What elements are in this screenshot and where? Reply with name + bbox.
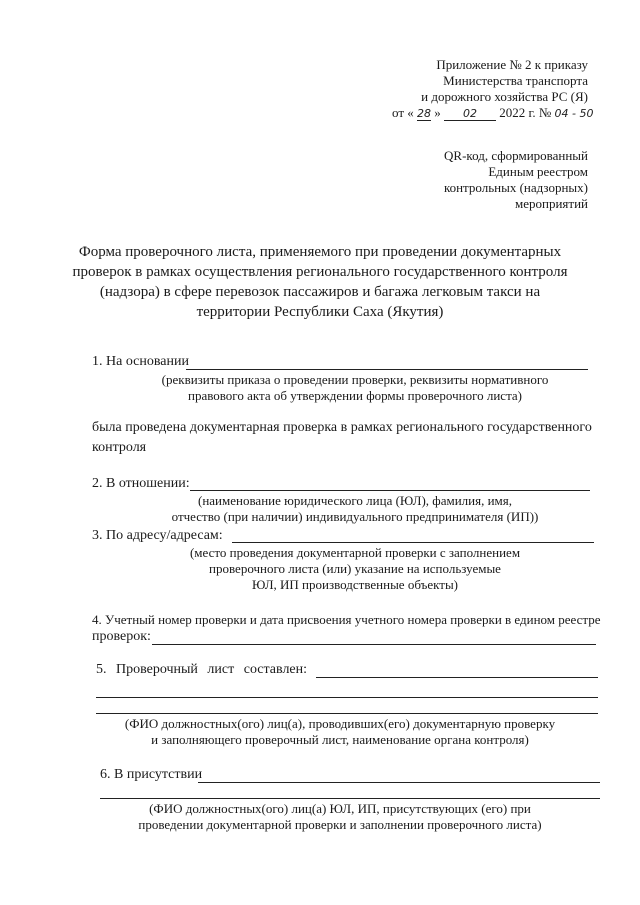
title-line-1: Форма проверочного листа, применяемого при проведении документарных (78, 244, 562, 260)
appendix-line-1: Приложение № 2 к приказу (436, 57, 588, 72)
qr-note-line-3: контрольных (надзорных) (443, 180, 588, 195)
section4-text-1: 4. Учетный номер проверки и дата присвоения учетного номера проверки в едином реестре (92, 612, 601, 627)
section1-fill-line[interactable] (186, 369, 588, 370)
section1-hint-2: правового акта об утверждении формы проверочного листа) (187, 388, 523, 403)
date-month: 02 (444, 107, 496, 121)
section1-label: 1. На основании (92, 354, 189, 369)
title-line-2: проверок в рамках осуществления регионального государственного контроля (72, 264, 568, 280)
section3-fill-line[interactable] (232, 542, 594, 543)
section5-fill-line-3[interactable] (96, 713, 598, 714)
section6-hint-1: (ФИО должностных(ого) лиц(а) ЮЛ, ИП, присутствующих (его) при (149, 801, 531, 816)
appendix-date-line (392, 105, 592, 123)
order-number: 04 - 50 (554, 107, 594, 120)
title-line-3: (надзора) в сфере перевозок пассажиров и багажа легковым такси на (99, 284, 541, 300)
title-line-4: территории Республики Саха (Якутия) (196, 304, 444, 320)
section1-hint-1: (реквизиты приказа о проведении проверки, реквизиты нормативного (161, 372, 549, 387)
section5-fill-line-2[interactable] (96, 697, 598, 698)
appendix-line-3: и дорожного хозяйства РС (Я) (421, 89, 588, 104)
section4-fill-line[interactable] (152, 644, 596, 645)
section2-hint-2: отчество (при наличии) индивидуального предпринимателя (ИП)) (171, 509, 539, 524)
section3-label: 3. По адресу/адресам: (92, 528, 223, 543)
section1-text-2: контроля (92, 440, 147, 455)
section1-text-1: была проведена документарная проверка в рамках регионального государственного (92, 420, 592, 435)
qr-note-line-4: мероприятий (515, 196, 588, 211)
section3-hint-2: проверочного листа (или) указание на используемые (209, 561, 501, 576)
section6-fill-line-1[interactable] (198, 782, 600, 783)
section6-fill-line-2[interactable] (100, 798, 600, 799)
section5-hint-1: (ФИО должностных(ого) лиц(а), проводивших(его) документарную проверку (124, 716, 556, 731)
date-year-text: 2022 г. № (499, 105, 552, 120)
section2-fill-line[interactable] (190, 490, 590, 491)
section2-hint-1: (наименование юридического лица (ЮЛ), фамилия, имя, (197, 493, 513, 508)
section5-hint-2: и заполняющего проверочный лист, наименование органа контроля) (151, 732, 529, 747)
qr-note-line-1: QR-код, сформированный (444, 148, 588, 163)
date-mid: » (434, 105, 441, 120)
date-prefix: от « (392, 105, 414, 120)
section5-fill-line-1[interactable] (316, 677, 598, 678)
section6-label: 6. В присутствии (100, 767, 203, 782)
qr-note-line-2: Единым реестром (488, 164, 588, 179)
date-day: 28 (417, 107, 432, 120)
section5-label: 5. Проверочный лист составлен: (96, 662, 308, 677)
section4-label: проверок: (92, 629, 151, 644)
section6-hint-2: проведении документарной проверки и заполнении проверочного листа) (138, 817, 542, 832)
section2-label: 2. В отношении: (92, 476, 190, 491)
appendix-line-2: Министерства транспорта (443, 73, 588, 88)
section3-hint-3: ЮЛ, ИП производственные объекты) (251, 577, 459, 592)
section3-hint-1: (место проведения документарной проверки с заполнением (189, 545, 521, 560)
